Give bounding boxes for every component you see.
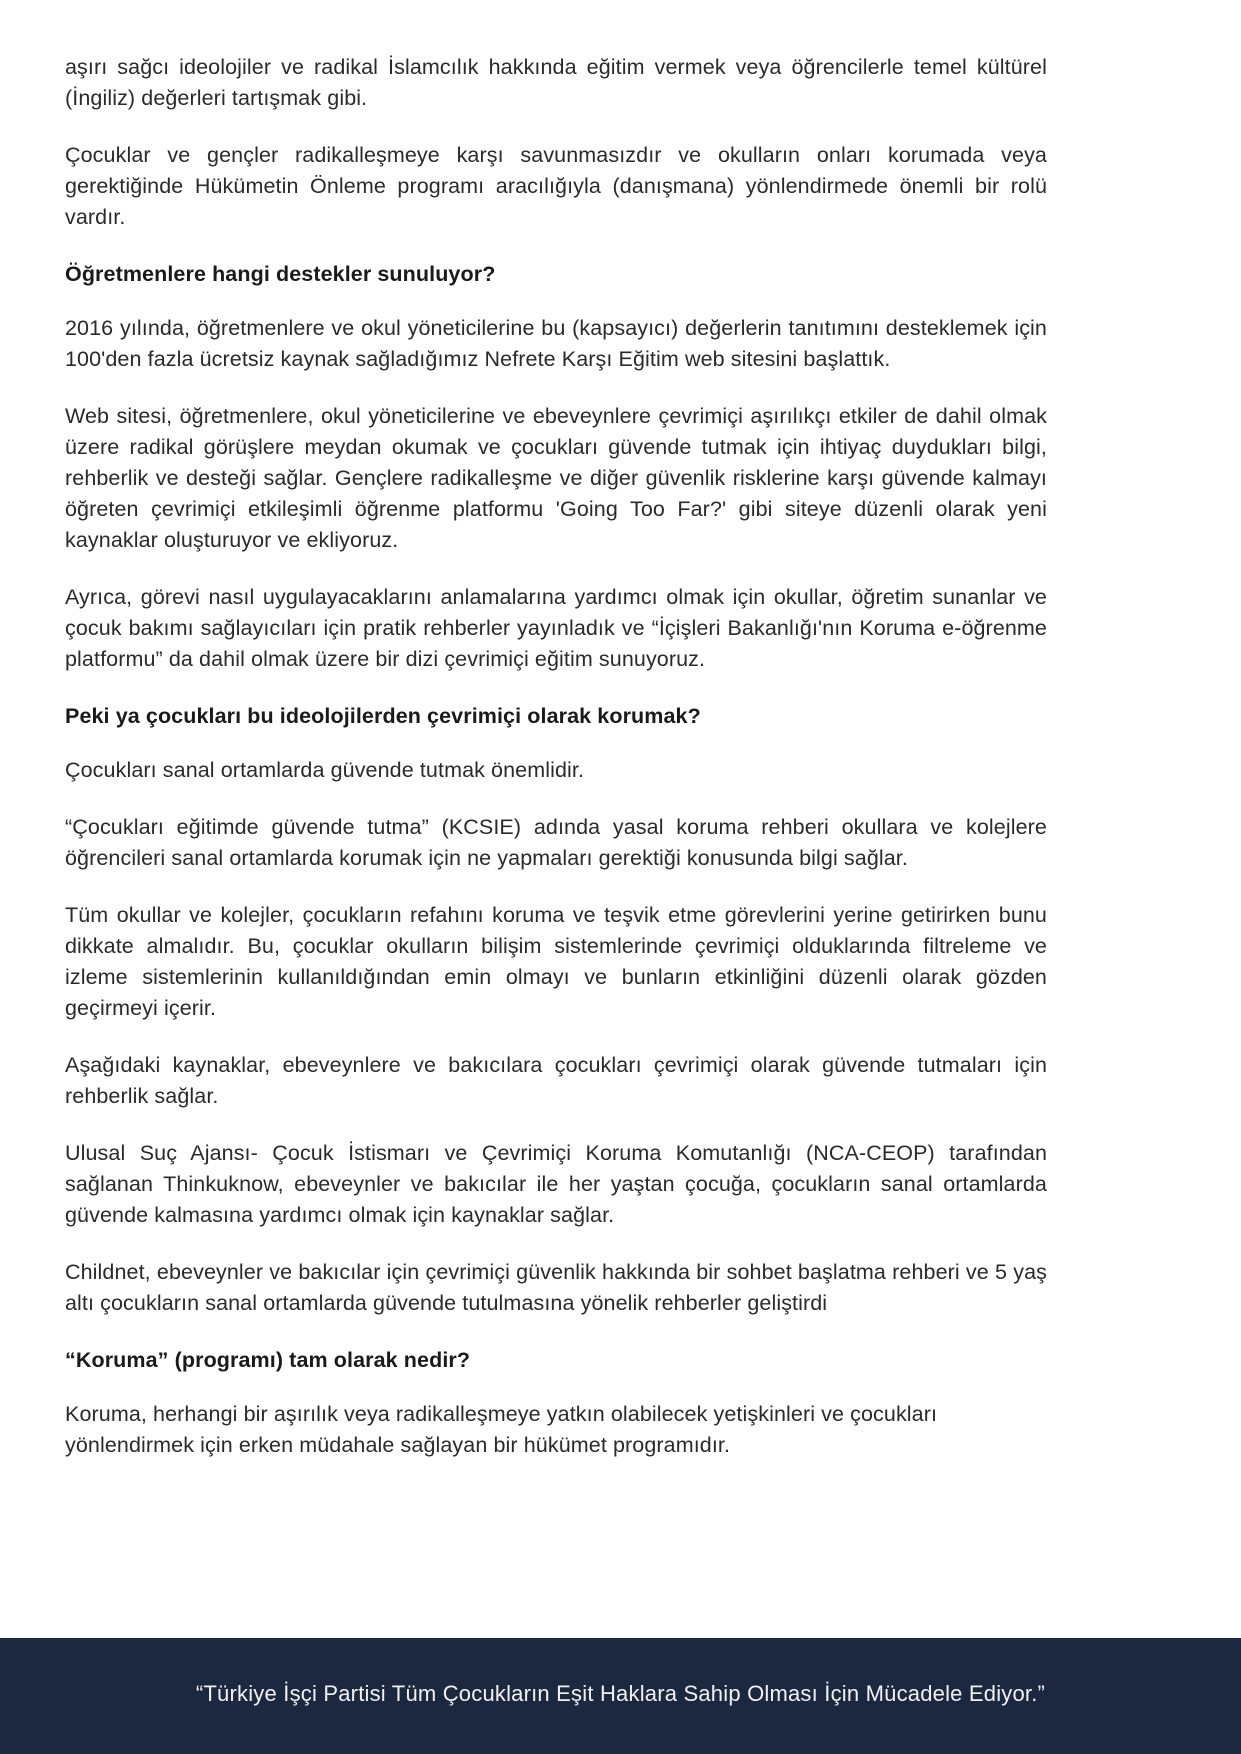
footer-banner bbox=[0, 1638, 1241, 1754]
paragraph: Koruma, herhangi bir aşırılık veya radikalleşmeye yatkın olabilecek yetişkinleri ve çocukları yönlendirmek için erken müdahale sağlayan bir hükümet programıdır. bbox=[65, 1402, 938, 1457]
paragraph: aşırı sağcı ideolojiler ve radikal İslamcılık hakkında eğitim vermek veya öğrencilerle temel kültürel (İngiliz) değerleri tartışmak gibi. bbox=[65, 55, 1047, 110]
paragraph: “Çocukları eğitimde güvende tutma” (KCSIE) adında yasal koruma rehberi okullara ve kolejlere öğrencileri sanal ortamlarda korumak için ne yapmaları gerektiği konusunda bilgi sağlar. bbox=[65, 815, 1047, 870]
paragraph: Ulusal Suç Ajansı- Çocuk İstismarı ve Çevrimiçi Koruma Komutanlığı (NCA-CEOP) tarafından sağlanan Thinkuknow, ebeveynler ve bakıcılar ile her yaştan çocuğa, çocukların sanal ortamlarda güvende kalmasına yardımcı olmak için kaynaklar sağlar. bbox=[65, 1141, 1047, 1227]
paragraph: Tüm okullar ve kolejler, çocukların refahını koruma ve teşvik etme görevlerini yerine getirirken bunu dikkate almalıdır. Bu, çocuklar okulların bilişim sistemlerinde çevrimiçi olduklarında filtreleme ve izleme sistemlerinin kullanıldığından emin olmayı ve bunların etkinliğini düzenli olarak gözden geçirmeyi içerir. bbox=[65, 903, 1047, 1020]
paragraph: Childnet, ebeveynler ve bakıcılar için çevrimiçi güvenlik hakkında bir sohbet başlatma rehberi ve 5 yaş altı çocukların sanal ortamlarda güvende tutulmasına yönelik rehberler geliştirdi bbox=[65, 1260, 1047, 1315]
document-body bbox=[65, 52, 1047, 1487]
section-heading: Öğretmenlere hangi destekler sunuluyor? bbox=[65, 262, 496, 286]
paragraph: Çocukları sanal ortamlarda güvende tutmak önemlidir. bbox=[65, 758, 585, 782]
section-heading: Peki ya çocukları bu ideolojilerden çevrimiçi olarak korumak? bbox=[65, 704, 701, 728]
paragraph: 2016 yılında, öğretmenlere ve okul yöneticilerine bu (kapsayıcı) değerlerin tanıtımını desteklemek için 100'den fazla ücretsiz kaynak sağladığımız Nefrete Karşı Eğitim web sitesini başlattık. bbox=[65, 316, 1047, 371]
footer-slogan: “Türkiye İşçi Partisi Tüm Çocukların Eşit Haklara Sahip Olması İçin Mücadele Ediyor.” bbox=[195, 1681, 1046, 1706]
paragraph: Web sitesi, öğretmenlere, okul yöneticilerine ve ebeveynlere çevrimiçi aşırılıkçı etkiler de dahil olmak üzere radikal görüşlere meydan okumak ve çocukları güvende tutmak için ihtiyaç duydukları bilgi, rehberlik ve desteği sağlar. Gençlere radikalleşme ve diğer güvenlik risklerine karşı güvende kalmayı öğreten çevrimiçi etkileşimli öğrenme platformu 'Going Too Far?' gibi siteye düzenli olarak yeni kaynaklar oluşturuyor ve ekliyoruz. bbox=[65, 404, 1047, 552]
paragraph: Ayrıca, görevi nasıl uygulayacaklarını anlamalarına yardımcı olmak için okullar, öğretim sunanlar ve çocuk bakımı sağlayıcıları için pratik rehberler yayınladık ve “İçişleri Bakanlığı'nın Koruma e-öğrenme platformu” da dahil olmak üzere bir dizi çevrimiçi eğitim sunuyoruz. bbox=[65, 585, 1047, 671]
section-heading: “Koruma” (programı) tam olarak nedir? bbox=[65, 1348, 471, 1372]
paragraph: Çocuklar ve gençler radikalleşmeye karşı savunmasızdır ve okulların onları korumada veya gerektiğinde Hükümetin Önleme programı aracılığıyla (danışmana) yönlendirmede önemli bir rolü vardır. bbox=[65, 143, 1047, 229]
paragraph: Aşağıdaki kaynaklar, ebeveynlere ve bakıcılara çocukları çevrimiçi olarak güvende tutmaları için rehberlik sağlar. bbox=[65, 1053, 1047, 1108]
